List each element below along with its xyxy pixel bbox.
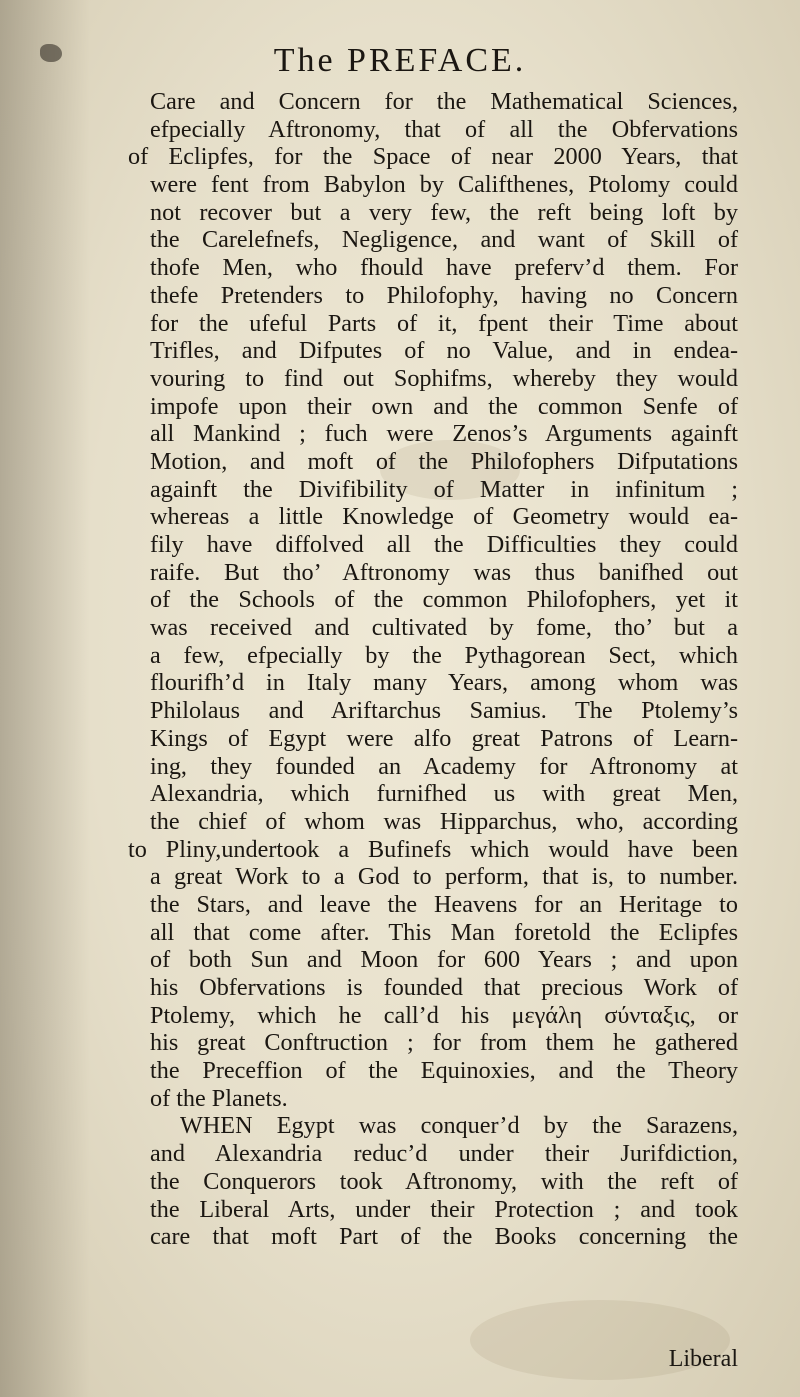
- text-line: his great Conftruction ; for from them he gathered: [150, 1029, 738, 1057]
- text-line: Philolaus and Ariftarchus Samius. The Ptolemy’s: [150, 697, 738, 725]
- text-line: the Stars, and leave the Heavens for an Heritage to: [150, 890, 738, 918]
- running-head: The PREFACE.: [273, 42, 527, 79]
- body-text: [128, 88, 738, 1251]
- text-line: raife. But tho’ Aftronomy was thus banifhed out: [150, 558, 738, 586]
- text-line: Motion, and moft of the Philofophers Difputations: [150, 447, 738, 475]
- text-line: WHEN Egypt was conquer’d by the Sarazens,: [180, 1112, 738, 1140]
- text-line: of both Sun and Moon for 600 Years ; and upon: [150, 946, 738, 974]
- text-line: Trifles, and Difputes of no Value, and in endea-: [150, 337, 738, 365]
- text-line: care that moft Part of the Books concerning the: [150, 1223, 738, 1251]
- text-line: the Preceffion of the Equinoxies, and the Theory: [150, 1057, 738, 1085]
- text-line: Ptolemy, which he call’d his μεγάλη σύνταξις, or: [150, 1001, 738, 1029]
- text-line: his Obfervations is founded that precious Work of: [150, 974, 738, 1001]
- text-line: for the ufeful Parts of it, fpent their Time about: [150, 309, 738, 337]
- text-line: of the Schools of the common Philofophers, yet it: [150, 586, 738, 614]
- text-line: the Conquerors took Aftronomy, with the reft of: [150, 1167, 738, 1195]
- text-line: was received and cultivated by fome, tho’ but a: [150, 614, 738, 642]
- text-line: all that come after. This Man foretold the Eclipfes: [150, 918, 738, 946]
- text-line: vouring to find out Sophifms, whereby they would: [150, 364, 738, 392]
- text-line: thefe Pretenders to Philofophy, having no Concern: [150, 281, 738, 309]
- text-line: fily have diffolved all the Difficulties they could: [150, 531, 738, 558]
- text-line: impofe upon their own and the common Senfe of: [150, 392, 738, 420]
- text-line: ing, they founded an Academy for Aftronomy at: [150, 752, 738, 780]
- text-line: all Mankind ; fuch were Zenos’s Arguments againft: [150, 420, 738, 448]
- text-line: not recover but a very few, the reft being loft by: [150, 198, 738, 226]
- text-line: Alexandria, which furnifhed us with great Men,: [150, 780, 738, 808]
- text-line: thofe Men, who fhould have preferv’d them. For: [150, 254, 738, 282]
- gutter-shadow: [0, 0, 90, 1397]
- text-line: of the Planets.: [150, 1084, 288, 1112]
- text-line: the Carelefnefs, Negligence, and want of Skill of: [150, 226, 738, 254]
- text-line: flourifh’d in Italy many Years, among whom was: [150, 669, 738, 697]
- text-line: whereas a little Knowledge of Geometry would ea-: [150, 503, 738, 531]
- text-line: againft the Divifibility of Matter in infinitum ;: [150, 475, 738, 503]
- text-line: efpecially Aftronomy, that of all the Obfervations: [150, 115, 738, 143]
- text-line: the Liberal Arts, under their Protection ; and took: [150, 1195, 738, 1223]
- text-line: a few, efpecially by the Pythagorean Sect, which: [150, 641, 738, 669]
- catchword: Liberal: [668, 1346, 738, 1372]
- text-line: of Eclipfes, for the Space of near 2000 Years, that: [128, 143, 738, 171]
- text-line: were fent from Babylon by Califthenes, Ptolomy could: [150, 171, 738, 199]
- text-line: the chief of whom was Hipparchus, who, according: [150, 807, 738, 835]
- text-line: a great Work to a God to perform, that is, to number.: [150, 863, 738, 891]
- text-line: Care and Concern for the Mathematical Sciences,: [150, 88, 738, 115]
- text-line: Kings of Egypt were alfo great Patrons of Learn-: [150, 724, 738, 752]
- text-line: to Pliny,undertook a Bufinefs which would have been: [128, 835, 738, 863]
- text-line: and Alexandria reduc’d under their Jurifdiction,: [150, 1140, 738, 1168]
